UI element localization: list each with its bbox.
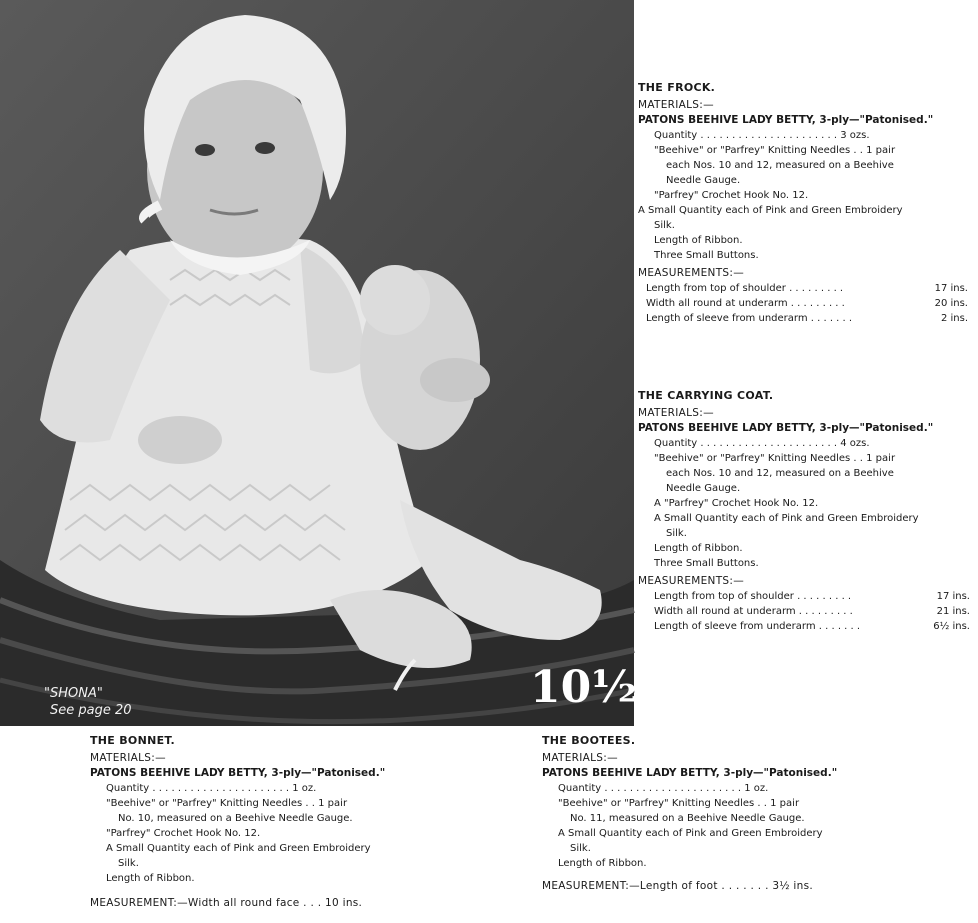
bonnet-item: Quantity . . . . . . . . . . . . . . . . . . . . . . 1 oz. bbox=[106, 783, 317, 794]
frock-item: "Beehive" or "Parfrey" Knitting Needles . . 1 pair bbox=[654, 145, 896, 156]
coat-section bbox=[638, 388, 970, 634]
frock-measurement-row bbox=[638, 311, 968, 326]
price-label: 10½d. bbox=[530, 662, 684, 713]
bootees-title: THE BOOTEES. bbox=[542, 734, 636, 747]
frock-measurement-label: Length from top of shoulder . . . . . . . . . bbox=[646, 283, 844, 294]
coat-measurement-row bbox=[638, 619, 970, 634]
coat-item: Quantity . . . . . . . . . . . . . . . . . . . . . . 4 ozs. bbox=[654, 438, 870, 449]
bonnet-yarn: PATONS BEEHIVE LADY BETTY, 3-ply—"Patonised." bbox=[90, 767, 386, 779]
coat-measurement-label: Length from top of shoulder . . . . . . . . . bbox=[654, 591, 852, 602]
coat-measurement-label: Width all round at underarm . . . . . . . . . bbox=[654, 606, 853, 617]
coat-yarn: PATONS BEEHIVE LADY BETTY, 3-ply—"Patonised." bbox=[638, 422, 934, 434]
coat-measurement-row bbox=[638, 604, 970, 619]
bonnet-section bbox=[90, 733, 430, 911]
frock-item: A Small Quantity each of Pink and Green Embroidery bbox=[638, 205, 903, 216]
frock-item: "Parfrey" Crochet Hook No. 12. bbox=[654, 190, 809, 201]
photo-caption-name: "SHONA" bbox=[44, 686, 103, 701]
bonnet-measurement: MEASUREMENT:—Width all round face . . . 10 ins. bbox=[90, 897, 363, 909]
coat-item: Length of Ribbon. bbox=[654, 543, 743, 554]
bootees-measurement: MEASUREMENT:—Length of foot . . . . . . . 3½ ins. bbox=[542, 880, 814, 892]
frock-measurement-row bbox=[638, 281, 968, 296]
bonnet-item: "Beehive" or "Parfrey" Knitting Needles . . 1 pair bbox=[106, 798, 348, 809]
coat-item: Silk. bbox=[666, 528, 687, 539]
coat-measurement-label: Length of sleeve from underarm . . . . . . . bbox=[654, 621, 861, 632]
coat-item: Needle Gauge. bbox=[666, 483, 741, 494]
coat-measurement-value: 17 ins. bbox=[936, 591, 970, 602]
bonnet-materials-label: MATERIALS:— bbox=[90, 752, 166, 764]
photo-caption-page: See page 20 bbox=[50, 703, 132, 718]
frock-materials-label: MATERIALS:— bbox=[638, 99, 714, 111]
bonnet-item: No. 10, measured on a Beehive Needle Gauge. bbox=[118, 813, 353, 824]
bootees-item: "Beehive" or "Parfrey" Knitting Needles . . 1 pair bbox=[558, 798, 800, 809]
frock-item: Three Small Buttons. bbox=[654, 250, 759, 261]
frock-item: Silk. bbox=[654, 220, 675, 231]
frock-measurement-value: 20 ins. bbox=[934, 298, 968, 309]
frock-measurement-label: Width all round at underarm . . . . . . . . . bbox=[646, 298, 845, 309]
frock-measurement-value: 2 ins. bbox=[940, 313, 968, 324]
bootees-item: No. 11, measured on a Beehive Needle Gauge. bbox=[570, 813, 805, 824]
frock-title: THE FROCK. bbox=[638, 81, 716, 94]
frock-item: Quantity . . . . . . . . . . . . . . . . . . . . . . 3 ozs. bbox=[654, 130, 870, 141]
coat-measurement-value: 6½ ins. bbox=[933, 621, 970, 632]
bonnet-item: "Parfrey" Crochet Hook No. 12. bbox=[106, 828, 261, 839]
frock-item: Length of Ribbon. bbox=[654, 235, 743, 246]
coat-measurement-value: 21 ins. bbox=[936, 606, 970, 617]
bonnet-item: Length of Ribbon. bbox=[106, 873, 195, 884]
bonnet-item: Silk. bbox=[118, 858, 139, 869]
frock-measurement-value: 17 ins. bbox=[934, 283, 968, 294]
frock-item: Needle Gauge. bbox=[666, 175, 741, 186]
bootees-item: Quantity . . . . . . . . . . . . . . . . . . . . . . 1 oz. bbox=[558, 783, 769, 794]
bootees-item: Silk. bbox=[570, 843, 591, 854]
bootees-section bbox=[542, 733, 882, 894]
bootees-item: Length of Ribbon. bbox=[558, 858, 647, 869]
coat-materials-label: MATERIALS:— bbox=[638, 407, 714, 419]
coat-item: each Nos. 10 and 12, measured on a Beehive bbox=[666, 468, 894, 479]
coat-item: Three Small Buttons. bbox=[654, 558, 759, 569]
coat-item: "Beehive" or "Parfrey" Knitting Needles . . 1 pair bbox=[654, 453, 896, 464]
coat-item: A "Parfrey" Crochet Hook No. 12. bbox=[654, 498, 819, 509]
frock-section bbox=[638, 80, 968, 326]
frock-measurements-label: MEASUREMENTS:— bbox=[638, 267, 745, 279]
coat-title: THE CARRYING COAT. bbox=[638, 389, 774, 402]
coat-measurements-label: MEASUREMENTS:— bbox=[638, 575, 745, 587]
bonnet-title: THE BONNET. bbox=[90, 734, 176, 747]
bootees-yarn: PATONS BEEHIVE LADY BETTY, 3-ply—"Patonised." bbox=[542, 767, 838, 779]
coat-item: A Small Quantity each of Pink and Green Embroidery bbox=[654, 513, 919, 524]
frock-measurement-row bbox=[638, 296, 968, 311]
frock-item: each Nos. 10 and 12, measured on a Beehive bbox=[666, 160, 894, 171]
bootees-materials-label: MATERIALS:— bbox=[542, 752, 618, 764]
coat-measurement-row bbox=[638, 589, 970, 604]
bonnet-item: A Small Quantity each of Pink and Green Embroidery bbox=[106, 843, 371, 854]
frock-measurement-label: Length of sleeve from underarm . . . . . . . bbox=[646, 313, 853, 324]
bootees-item: A Small Quantity each of Pink and Green Embroidery bbox=[558, 828, 823, 839]
frock-yarn: PATONS BEEHIVE LADY BETTY, 3-ply—"Patonised." bbox=[638, 114, 934, 126]
